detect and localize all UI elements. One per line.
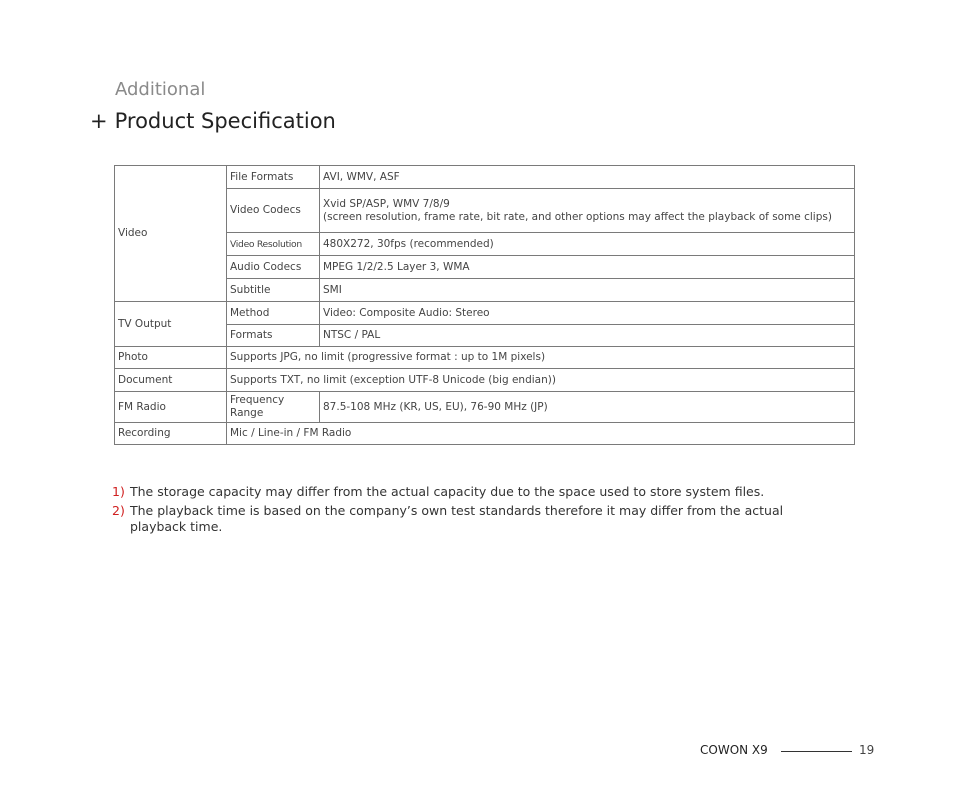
footnote bbox=[112, 503, 832, 535]
spec-name: Frequency Range bbox=[227, 392, 320, 423]
spec-value: AVI, WMV, ASF bbox=[320, 166, 855, 189]
table-row bbox=[115, 302, 855, 325]
category-recording: Recording bbox=[115, 423, 227, 445]
footnote-number: 2) bbox=[112, 503, 125, 518]
spec-value: 480X272, 30fps (recommended) bbox=[320, 233, 855, 256]
section-label: Additional bbox=[115, 79, 206, 100]
spec-value: SMI bbox=[320, 279, 855, 302]
spec-value: Supports JPG, no limit (progressive format : up to 1M pixels) bbox=[227, 347, 855, 369]
footnotes bbox=[112, 484, 832, 538]
spec-name: Formats bbox=[227, 325, 320, 347]
spec-name: Method bbox=[227, 302, 320, 325]
spec-value: MPEG 1/2/2.5 Layer 3, WMA bbox=[320, 256, 855, 279]
spec-value: Xvid SP/ASP, WMV 7/8/9 bbox=[323, 197, 450, 210]
footnote-text: The storage capacity may differ from the actual capacity due to the space used to store system files. bbox=[130, 484, 765, 499]
spec-value-note: (screen resolution, frame rate, bit rate, and other options may affect the playback of some clips) bbox=[323, 210, 832, 223]
title-text: Product Specification bbox=[114, 109, 336, 133]
spec-value: Video: Composite Audio: Stereo bbox=[320, 302, 855, 325]
footer-brand: COWON X9 bbox=[700, 743, 768, 757]
spec-name: Audio Codecs bbox=[227, 256, 320, 279]
spec-name: File Formats bbox=[227, 166, 320, 189]
spec-value: 87.5-108 MHz (KR, US, EU), 76-90 MHz (JP) bbox=[320, 392, 855, 423]
category-fm-radio: FM Radio bbox=[115, 392, 227, 423]
category-photo: Photo bbox=[115, 347, 227, 369]
spec-value: Supports TXT, no limit (exception UTF-8 Unicode (big endian)) bbox=[227, 369, 855, 392]
title-prefix: + bbox=[90, 109, 108, 133]
category-document: Document bbox=[115, 369, 227, 392]
table-row bbox=[115, 423, 855, 445]
page-title bbox=[90, 109, 336, 133]
table-row bbox=[115, 166, 855, 189]
spec-name: Video Resolution bbox=[227, 233, 320, 256]
table-row bbox=[115, 369, 855, 392]
footnote bbox=[112, 484, 832, 500]
spec-value-cell bbox=[320, 189, 855, 233]
footnote-text: The playback time is based on the company’s own test standards therefore it may differ from the actual playback time. bbox=[130, 503, 784, 534]
footnote-number: 1) bbox=[112, 484, 125, 499]
footer-divider bbox=[781, 751, 852, 752]
page-number: 19 bbox=[859, 743, 875, 757]
spec-name: Subtitle bbox=[227, 279, 320, 302]
spec-table bbox=[114, 165, 855, 445]
table-row bbox=[115, 347, 855, 369]
spec-value: Mic / Line-in / FM Radio bbox=[227, 423, 855, 445]
table-row bbox=[115, 392, 855, 423]
category-video: Video bbox=[115, 166, 227, 302]
spec-name: Video Codecs bbox=[227, 189, 320, 233]
category-tv-output: TV Output bbox=[115, 302, 227, 347]
spec-value: NTSC / PAL bbox=[320, 325, 855, 347]
